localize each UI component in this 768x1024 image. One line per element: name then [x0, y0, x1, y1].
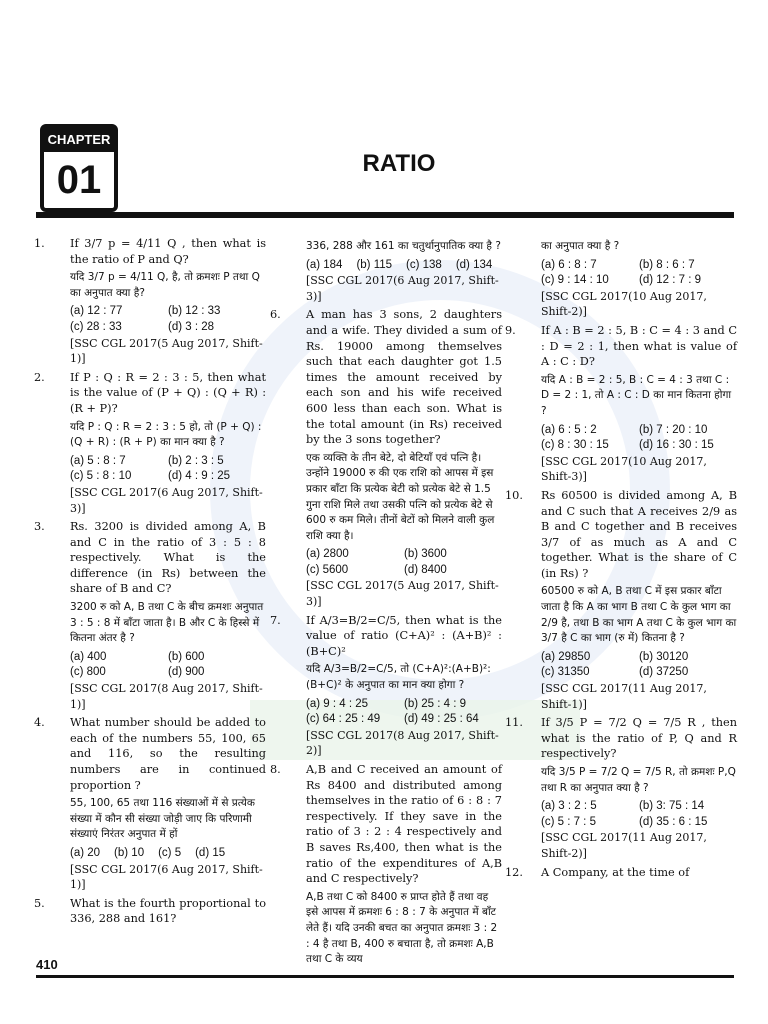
answer-option: (d) 900	[168, 666, 205, 679]
question-item	[270, 307, 502, 609]
question-text-hindi: 60500 रु को A, B तथा C में इस प्रकार बाँटा जाता है कि A का भाग B तथा C के कुल भाग का 2/9 है, तथा B का भाग A तथा C के कुल भाग का 3/7 है C का भाग (रु में) कितना है ?	[541, 585, 737, 645]
column-1	[34, 236, 266, 930]
question-number: 3.	[34, 520, 45, 534]
exam-source: [SSC CGL 2017(6 Aug 2017, Shift-3)]	[306, 274, 499, 303]
answer-option: (d) 3 : 28	[168, 320, 215, 333]
question-item	[34, 896, 266, 927]
answer-option: (a) 400	[70, 650, 107, 663]
answer-option: (c) 28 : 33	[70, 320, 122, 333]
question-item	[34, 236, 266, 367]
answer-option: (c) 5	[158, 846, 182, 859]
page-number: 410	[36, 957, 58, 972]
exam-source: [SSC CGL 2017(6 Aug 2017, Shift-3)]	[70, 485, 263, 515]
question-item	[270, 762, 502, 968]
question-number: 5.	[34, 896, 45, 910]
question-number: 7.	[270, 613, 281, 627]
question-text-hindi: एक व्यक्ति के तीन बेटे, दो बेटियाँ एवं पत्नि है। उन्होंने 19000 रु की एक राशि को आपस में इस प्रकार बाँटा कि प्रत्येक बेटी को प्रत्येक बेटे से 1.5 गुना राशि मिले तथा उसकी पत्नि को प्रत्येक बेटे से 600 रु कम मिले। तीनों बेटों को मिलने वाली कुल राशि क्या है।	[306, 451, 495, 542]
answer-option: (a) 2800	[306, 548, 349, 561]
question-number: 4.	[34, 716, 45, 730]
question-item	[505, 323, 737, 485]
answer-option: (a) 5 : 8 : 7	[70, 454, 126, 467]
exam-source: [SSC CGL 2017(10 Aug 2017, Shift-2)]	[541, 289, 707, 319]
exam-source: [SSC CGL 2017(8 Aug 2017, Shift-2)]	[306, 728, 499, 758]
answer-option: (d) 37250	[639, 666, 689, 679]
answer-option: (d) 49 : 25 : 64	[404, 713, 479, 726]
answer-option: (c) 5 : 8 : 10	[70, 470, 132, 483]
chapter-label: CHAPTER	[44, 128, 114, 152]
answer-option: (d) 16 : 30 : 15	[639, 439, 714, 452]
exam-source: [SSC CGL 2017(5 Aug 2017, Shift-3)]	[306, 579, 499, 609]
question-text-hindi: यदि P : Q : R = 2 : 3 : 5 हो, तो (P + Q) : (Q + R) : (R + P) का मान क्या है ?	[70, 420, 262, 449]
answer-option: (b) 7 : 20 : 10	[639, 423, 708, 436]
question-text-english: A Company, at the time of	[541, 865, 690, 879]
answer-option: (c) 138	[406, 258, 442, 271]
question-text-hindi: 3200 रु को A, B तथा C के बीच क्रमशः अनुपात 3 : 5 : 8 में बाँटा जाता है। B और C के हिस्से में कितना अंतर है ?	[70, 601, 264, 645]
answer-options	[70, 304, 266, 335]
answer-option: (a) 6 : 5 : 2	[541, 423, 597, 436]
question-text-hindi: यदि 3/5 P = 7/2 Q = 7/5 R, तो क्रमशः P,Q तथा R का अनुपात क्या है ?	[541, 766, 736, 794]
answer-options	[70, 846, 266, 862]
question-number: 10.	[505, 488, 523, 502]
question-text-hindi: का अनुपात क्या है ?	[541, 240, 620, 252]
answer-option: (a) 20	[70, 846, 101, 859]
answer-option: (a) 29850	[541, 650, 591, 663]
answer-option: (b) 10	[114, 846, 145, 859]
answer-options	[541, 799, 737, 830]
answer-option: (a) 6 : 8 : 7	[541, 258, 597, 271]
question-number: 8.	[270, 763, 281, 776]
answer-option: (c) 64 : 25 : 49	[306, 713, 381, 726]
question-text-english: A man has 3 sons, 2 daughters and a wife. They divided a sum of Rs. 19000 among themselves such that each daughter got 1.5 times the amount received by each son and his wife received 600 less than each son. What is the total amount (in Rs) received by the 3 sons together?	[306, 308, 502, 447]
question-text-english: If A/3=B/2=C/5, then what is the value of ratio (C+A)² : (A+B)² : (B+C)²	[306, 613, 502, 658]
answer-option: (d) 35 : 6 : 15	[639, 815, 708, 828]
answer-options	[306, 697, 502, 728]
exam-source: [SSC CGL 2017(5 Aug 2017, Shift-1)]	[70, 336, 263, 366]
exam-source: [SSC CGL 2017(11 Aug 2017, Shift-1)]	[541, 682, 707, 711]
answer-option: (b) 3: 75 : 14	[639, 800, 705, 813]
question-text-english: If P : Q : R = 2 : 3 : 5, then what is the value of (P + Q) : (Q + R) : (R + P)?	[70, 370, 266, 415]
question-text-hindi: 55, 100, 65 तथा 116 संख्याओं में से प्रत्येक संख्या में कौन सी संख्या जोड़ी जाए कि परिणामी संख्याएं निरंतर अनुपात में हों	[70, 797, 255, 841]
answer-options	[306, 547, 502, 578]
answer-options	[541, 258, 737, 289]
question-item	[34, 715, 266, 893]
answer-option: (c) 31350	[541, 666, 590, 679]
question-item	[34, 370, 266, 516]
answer-options	[306, 258, 502, 274]
question-number: 9.	[505, 323, 516, 337]
question-item	[270, 239, 502, 304]
answer-options	[70, 650, 266, 681]
answer-option: (a) 12 : 77	[70, 305, 123, 318]
question-item	[505, 488, 737, 712]
answer-option: (c) 5600	[306, 563, 349, 576]
column-2	[270, 236, 502, 971]
question-item	[270, 613, 502, 759]
question-item	[505, 239, 737, 320]
answer-options	[541, 650, 737, 681]
exam-source: [SSC CGL 2017(10 Aug 2017, Shift-3)]	[541, 454, 707, 484]
answer-option: (b) 600	[168, 650, 205, 663]
question-text-english: If A : B = 2 : 5, B : C = 4 : 3 and C : D = 2 : 1, then what is value of A : C : D?	[541, 323, 737, 369]
question-text-hindi: यदि A : B = 2 : 5, B : C = 4 : 3 तथा C : D = 2 : 1, तो A : C : D का मान कितना होगा ?	[541, 373, 732, 417]
answer-option: (c) 800	[70, 666, 106, 679]
answer-option: (b) 25 : 4 : 9	[404, 697, 467, 710]
question-item	[34, 519, 266, 712]
exam-source: [SSC CGL 2017(6 Aug 2017, Shift-1)]	[70, 862, 263, 892]
question-text-english: Rs 60500 is divided among A, B and C such that A receives 2/9 as B and C together and B receives 3/7 of as much as A and C together. What is the share of C (in Rs) ?	[541, 488, 737, 580]
question-text-hindi: 336, 288 और 161 का चतुर्थानुपातिक क्या है ?	[306, 240, 501, 252]
answer-option: (a) 184	[306, 258, 343, 271]
question-item	[505, 865, 737, 881]
exam-source: [SSC CGL 2017(11 Aug 2017, Shift-2)]	[541, 831, 707, 860]
answer-option: (a) 9 : 4 : 25	[306, 697, 369, 710]
chapter-number: 01	[56, 158, 102, 202]
question-text-english: A,B and C received an amount of Rs 8400 and distributed among themselves in the ratio of 6 : 8 : 7 respectively. If they save in the ratio of 3 : 2 : 4 respectively and B saves Rs,400, then what is the ratio of the expenditures of A,B and C respectively?	[306, 763, 502, 886]
answer-option: (c) 8 : 30 : 15	[541, 439, 609, 452]
question-text-english: What number should be added to each of the numbers 55, 100, 65 and 116, so the resulting numbers are in continued proportion ?	[70, 716, 266, 792]
question-item	[505, 715, 737, 861]
answer-option: (d) 8400	[404, 563, 447, 576]
page-title: RATIO	[362, 150, 436, 177]
answer-option: (a) 3 : 2 : 5	[541, 800, 597, 813]
answer-option: (d) 4 : 9 : 25	[168, 470, 231, 483]
question-number: 12.	[505, 865, 523, 879]
answer-option: (b) 3600	[404, 548, 447, 561]
answer-option: (b) 115	[356, 258, 393, 271]
answer-option: (c) 5 : 7 : 5	[541, 815, 596, 828]
question-text-hindi: A,B तथा C को 8400 रु प्राप्त होते हैं तथा वह इसे आपस में क्रमशः 6 : 8 : 7 के अनुपात में बाँट लेते हैं। यदि उनकी बचत का अनुपात क्रमशः 3 : 2 : 4 है तथा B, 400 रु बचाता है, तो क्रमशः A,B तथा C के व्यय	[306, 890, 498, 966]
question-text-english: What is the fourth proportional to 336, 288 and 161?	[70, 896, 266, 926]
footer-divider	[36, 975, 734, 978]
question-text-english: If 3/7 p = 4/11 Q , then what is the ratio of P and Q?	[70, 237, 266, 266]
answer-option: (d) 12 : 7 : 9	[639, 274, 702, 287]
answer-option: (c) 9 : 14 : 10	[541, 274, 609, 287]
question-number: 11.	[505, 716, 523, 730]
question-text-english: If 3/5 P = 7/2 Q = 7/5 R , then what is the ratio of P, Q and R respectively?	[541, 716, 737, 761]
question-number: 6.	[270, 308, 281, 322]
question-number: 2.	[34, 370, 45, 384]
answer-option: (b) 30120	[639, 650, 689, 663]
header-divider	[36, 212, 734, 218]
answer-option: (b) 8 : 6 : 7	[639, 258, 695, 271]
answer-option: (b) 12 : 33	[168, 305, 221, 318]
question-number: 1.	[34, 237, 45, 250]
question-text-english: Rs. 3200 is divided among A, B and C in the ratio of 3 : 5 : 8 respectively. What is the difference (in Rs) between the share of B and C?	[70, 520, 266, 596]
answer-option: (b) 2 : 3 : 5	[168, 454, 224, 467]
exam-source: [SSC CGL 2017(8 Aug 2017, Shift-1)]	[70, 682, 263, 711]
column-3	[505, 236, 737, 883]
answer-options	[70, 454, 266, 485]
question-text-hindi: यदि 3/7 p = 4/11 Q, है, तो क्रमशः P तथा Q का अनुपात क्या है?	[70, 271, 260, 299]
answer-option: (d) 134	[455, 258, 493, 271]
answer-option: (d) 15	[195, 846, 226, 859]
question-text-hindi: यदि A/3=B/2=C/5, तो (C+A)²:(A+B)²:(B+C)² के अनुपात का मान क्या होगा ?	[306, 663, 491, 692]
answer-options	[541, 423, 737, 454]
